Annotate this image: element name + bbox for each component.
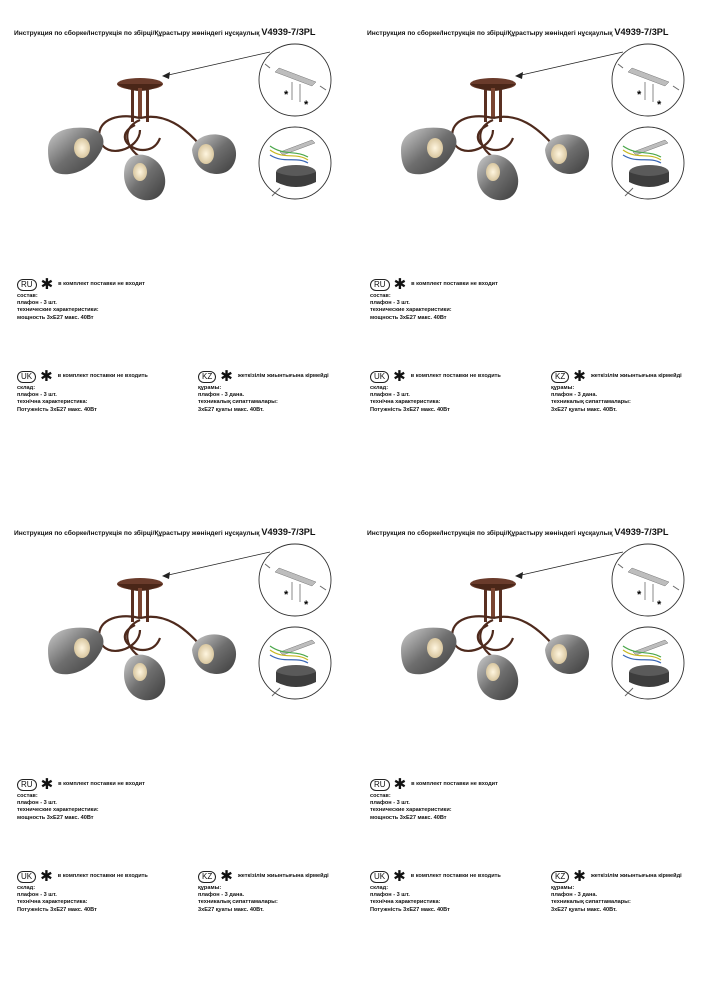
ru-line: технические характеристики: bbox=[370, 807, 452, 814]
detail-arrow bbox=[164, 552, 270, 576]
mounting-bracket-detail bbox=[259, 44, 331, 116]
mounting-bracket-detail bbox=[612, 544, 684, 616]
ru-note: в комплект поставки не входит bbox=[58, 781, 145, 788]
asterisk-icon: ✱ bbox=[573, 368, 586, 385]
kz-line: плафон - 3 дана. bbox=[551, 892, 598, 899]
arms bbox=[452, 616, 553, 660]
uk-spec-block bbox=[370, 370, 501, 414]
uk-spec-block bbox=[17, 870, 148, 914]
uk-line: технічна характеристика: bbox=[370, 399, 441, 406]
shade-left bbox=[48, 128, 103, 175]
kz-spec-block bbox=[198, 370, 329, 414]
ru-line: мощность 3хЕ27 макс. 40Вт bbox=[17, 314, 94, 321]
instruction-sheet bbox=[0, 500, 353, 1000]
kz-badge: KZ bbox=[551, 871, 569, 883]
mounting-bracket-detail bbox=[259, 544, 331, 616]
kz-line: 3хЕ27 қуаты макс. 40Вт. bbox=[198, 406, 264, 413]
kz-badge: KZ bbox=[198, 871, 216, 883]
wiring-detail bbox=[259, 127, 331, 199]
kz-line: құрамы: bbox=[198, 385, 222, 391]
kz-line: техникалық сипаттамалары: bbox=[551, 399, 631, 406]
chandelier-illustration bbox=[0, 0, 353, 500]
asterisk-icon: ✱ bbox=[393, 368, 406, 385]
kz-spec-block bbox=[198, 870, 329, 914]
ru-line: мощность 3хЕ27 макс. 40Вт bbox=[370, 314, 447, 321]
shade-left bbox=[401, 628, 456, 675]
uk-note: в комплект поставки не входить bbox=[57, 873, 148, 880]
kz-line: техникалық сипаттамалары: bbox=[198, 399, 278, 406]
ru-badge: RU bbox=[370, 279, 390, 291]
uk-spec-block bbox=[17, 370, 148, 414]
kz-note: жеткізілім жиынтығына кірмейді bbox=[237, 873, 329, 880]
sheet-title: Инструкция по сборке/Інструкція по збірці/Құрастыру жөніндегі нұсқаулық V4939-7/3PL bbox=[14, 27, 316, 37]
kz-line: құрамы: bbox=[551, 385, 575, 391]
instruction-sheet bbox=[353, 500, 706, 1000]
ru-line: плафон - 3 шт. bbox=[370, 300, 410, 307]
asterisk-icon: ✱ bbox=[40, 776, 54, 793]
uk-line: плафон - 3 шт. bbox=[17, 392, 57, 399]
ru-line: технические характеристики: bbox=[17, 807, 99, 814]
shade-center bbox=[477, 655, 518, 701]
arms bbox=[452, 116, 553, 160]
wiring-detail bbox=[612, 627, 684, 699]
asterisk-icon: ✱ bbox=[393, 276, 407, 293]
ru-badge: RU bbox=[17, 279, 37, 291]
shade-center bbox=[124, 655, 165, 701]
kz-spec-block bbox=[551, 370, 682, 414]
ru-spec-block bbox=[17, 278, 145, 322]
kz-line: 3хЕ27 қуаты макс. 40Вт. bbox=[551, 906, 617, 913]
asterisk-icon: ✱ bbox=[393, 868, 406, 885]
kz-spec-block bbox=[551, 870, 682, 914]
sheet-title: Инструкция по сборке/Інструкція по збірці/Құрастыру жөніндегі нұсқаулық V4939-7/3PL bbox=[367, 527, 669, 537]
uk-badge: UK bbox=[17, 871, 36, 883]
uk-line: технічна характеристика: bbox=[17, 399, 88, 406]
shade-right bbox=[545, 634, 589, 674]
arms bbox=[99, 616, 200, 660]
arms bbox=[99, 116, 200, 160]
ru-note: в комплект поставки не входит bbox=[411, 281, 498, 288]
chandelier-illustration bbox=[353, 500, 706, 1000]
uk-line: плафон - 3 шт. bbox=[370, 392, 410, 399]
marker-star: * bbox=[637, 89, 642, 101]
kz-line: плафон - 3 дана. bbox=[551, 392, 598, 399]
kz-line: 3хЕ27 қуаты макс. 40Вт. bbox=[198, 906, 264, 913]
shade-center bbox=[124, 155, 165, 201]
wiring-detail bbox=[612, 127, 684, 199]
detail-arrow bbox=[517, 52, 623, 76]
asterisk-icon: ✱ bbox=[220, 368, 233, 385]
marker-star: * bbox=[657, 99, 662, 111]
ru-spec-block bbox=[370, 278, 498, 322]
uk-badge: UK bbox=[370, 371, 389, 383]
ru-line: технические характеристики: bbox=[370, 307, 452, 314]
marker-star: * bbox=[637, 589, 642, 601]
uk-line: Потужність 3хЕ27 макс. 40Вт bbox=[17, 906, 97, 913]
marker-star: * bbox=[304, 99, 309, 111]
kz-line: плафон - 3 дана. bbox=[198, 392, 245, 399]
shade-left bbox=[401, 128, 456, 175]
shade-right bbox=[192, 134, 236, 174]
asterisk-icon: ✱ bbox=[40, 868, 53, 885]
ru-line: мощность 3хЕ27 макс. 40Вт bbox=[370, 814, 447, 821]
ru-line: технические характеристики: bbox=[17, 307, 99, 314]
marker-star: * bbox=[284, 589, 289, 601]
ru-note: в комплект поставки не входит bbox=[58, 281, 145, 288]
ru-line: состав: bbox=[370, 793, 391, 799]
sheet-title: Инструкция по сборке/Інструкція по збірці/Құрастыру жөніндегі нұсқаулық V4939-7/3PL bbox=[367, 27, 669, 37]
kz-note: жеткізілім жиынтығына кірмейді bbox=[590, 873, 682, 880]
kz-line: техникалық сипаттамалары: bbox=[198, 899, 278, 906]
uk-note: в комплект поставки не входить bbox=[410, 873, 501, 880]
kz-note: жеткізілім жиынтығына кірмейді bbox=[590, 373, 682, 380]
sheet-title: Инструкция по сборке/Інструкція по збірці/Құрастыру жөніндегі нұсқаулық V4939-7/3PL bbox=[14, 527, 316, 537]
detail-arrow bbox=[517, 552, 623, 576]
ru-line: мощность 3хЕ27 макс. 40Вт bbox=[17, 814, 94, 821]
ru-spec-block bbox=[17, 778, 145, 822]
detail-arrow bbox=[164, 52, 270, 76]
kz-badge: KZ bbox=[551, 371, 569, 383]
uk-line: склад: bbox=[17, 885, 36, 891]
mounting-bracket-detail bbox=[612, 44, 684, 116]
ru-line: состав: bbox=[17, 793, 38, 799]
uk-note: в комплект поставки не входить bbox=[57, 373, 148, 380]
asterisk-icon: ✱ bbox=[40, 368, 53, 385]
uk-badge: UK bbox=[17, 371, 36, 383]
instruction-sheet bbox=[353, 0, 706, 500]
ru-note: в комплект поставки не входит bbox=[411, 781, 498, 788]
shade-left bbox=[48, 628, 103, 675]
shade-right bbox=[545, 134, 589, 174]
ru-line: плафон - 3 шт. bbox=[17, 300, 57, 307]
kz-line: техникалық сипаттамалары: bbox=[551, 899, 631, 906]
marker-star: * bbox=[304, 599, 309, 611]
kz-line: құрамы: bbox=[551, 885, 575, 891]
shade-center bbox=[477, 155, 518, 201]
kz-note: жеткізілім жиынтығына кірмейді bbox=[237, 373, 329, 380]
asterisk-icon: ✱ bbox=[393, 776, 407, 793]
uk-line: склад: bbox=[17, 385, 36, 391]
ru-line: плафон - 3 шт. bbox=[17, 800, 57, 807]
asterisk-icon: ✱ bbox=[40, 276, 54, 293]
marker-star: * bbox=[284, 89, 289, 101]
ru-badge: RU bbox=[17, 779, 37, 791]
chandelier-illustration bbox=[0, 500, 353, 1000]
uk-line: склад: bbox=[370, 885, 389, 891]
uk-line: технічна характеристика: bbox=[370, 899, 441, 906]
uk-line: склад: bbox=[370, 385, 389, 391]
kz-line: құрамы: bbox=[198, 885, 222, 891]
ru-line: плафон - 3 шт. bbox=[370, 800, 410, 807]
ru-spec-block bbox=[370, 778, 498, 822]
uk-line: технічна характеристика: bbox=[17, 899, 88, 906]
ru-line: состав: bbox=[17, 293, 38, 299]
ru-line: состав: bbox=[370, 293, 391, 299]
uk-line: Потужність 3хЕ27 макс. 40Вт bbox=[370, 906, 450, 913]
kz-line: 3хЕ27 қуаты макс. 40Вт. bbox=[551, 406, 617, 413]
uk-line: плафон - 3 шт. bbox=[370, 892, 410, 899]
uk-spec-block bbox=[370, 870, 501, 914]
asterisk-icon: ✱ bbox=[573, 868, 586, 885]
uk-line: Потужність 3хЕ27 макс. 40Вт bbox=[370, 406, 450, 413]
uk-line: Потужність 3хЕ27 макс. 40Вт bbox=[17, 406, 97, 413]
shade-right bbox=[192, 634, 236, 674]
kz-badge: KZ bbox=[198, 371, 216, 383]
wiring-detail bbox=[259, 627, 331, 699]
asterisk-icon: ✱ bbox=[220, 868, 233, 885]
instruction-sheet bbox=[0, 0, 353, 500]
chandelier-illustration bbox=[353, 0, 706, 500]
kz-line: плафон - 3 дана. bbox=[198, 892, 245, 899]
ru-badge: RU bbox=[370, 779, 390, 791]
uk-line: плафон - 3 шт. bbox=[17, 892, 57, 899]
uk-note: в комплект поставки не входить bbox=[410, 373, 501, 380]
marker-star: * bbox=[657, 599, 662, 611]
uk-badge: UK bbox=[370, 871, 389, 883]
